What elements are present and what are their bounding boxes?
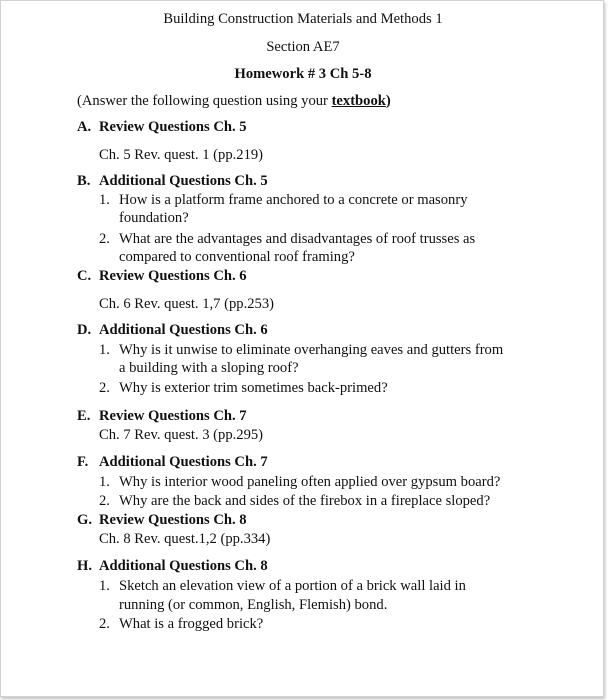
section-letter: A. [77, 119, 92, 135]
instruction-prefix: (Answer the following question using your [77, 93, 332, 109]
list-item [99, 230, 475, 248]
list-item [99, 492, 490, 510]
section-letter: C. [77, 268, 92, 284]
section-heading [77, 407, 247, 425]
section-letter: B. [77, 173, 91, 189]
instruction-emphasis: textbook [331, 93, 386, 109]
section-title: Review Questions Ch. 7 [99, 408, 247, 424]
section-letter: H. [77, 558, 92, 574]
section-title: Additional Questions Ch. 6 [99, 322, 268, 338]
section-heading [77, 557, 268, 575]
course-title: Building Construction Materials and Methods 1 [163, 11, 443, 27]
section-heading [77, 511, 247, 529]
item-text: Why are the back and sides of the firebox in a fireplace sloped? [119, 493, 491, 509]
section-text: Ch. 6 Rev. quest. 1,7 (pp.253) [99, 296, 274, 312]
section-letter: E. [77, 408, 91, 424]
item-number: 2. [99, 616, 110, 632]
item-number: 1. [99, 474, 110, 490]
instruction-suffix: ) [385, 93, 391, 109]
item-text: Sketch an elevation view of a portion of a brick wall laid in [119, 578, 466, 594]
section-text: Ch. 8 Rev. quest.1,2 (pp.334) [99, 531, 271, 547]
item-text: What are the advantages and disadvantages of roof trusses as [119, 231, 476, 247]
list-item [99, 615, 263, 633]
section-text: Ch. 7 Rev. quest. 3 (pp.295) [99, 427, 264, 443]
section-letter: D. [77, 322, 92, 338]
section-title: Additional Questions Ch. 5 [99, 173, 268, 189]
section-text: Ch. 5 Rev. quest. 1 (pp.219) [99, 147, 264, 163]
list-item [99, 191, 468, 209]
item-text-continuation: a building with a sloping roof? [119, 360, 299, 376]
item-text-continuation: running (or common, English, Flemish) bond. [119, 597, 388, 613]
section-heading [77, 172, 268, 190]
section-letter: G. [77, 512, 92, 528]
section-heading [77, 267, 247, 285]
list-item [99, 473, 500, 491]
section-title: Review Questions Ch. 6 [99, 268, 247, 284]
section-heading [77, 321, 268, 339]
list-item [99, 379, 388, 397]
item-text-continuation: foundation? [119, 210, 189, 226]
homework-title: Homework # 3 Ch 5-8 [234, 66, 372, 82]
list-item [99, 577, 466, 595]
item-text: Why is interior wood paneling often applied over gypsum board? [119, 474, 501, 490]
section-heading [77, 453, 268, 471]
item-text: Why is it unwise to eliminate overhanging eaves and gutters from [119, 342, 504, 358]
item-number: 1. [99, 578, 110, 594]
item-number: 2. [99, 493, 110, 509]
item-number: 2. [99, 380, 110, 396]
item-number: 2. [99, 231, 110, 247]
section-title: Review Questions Ch. 8 [99, 512, 247, 528]
section-label: Section AE7 [266, 39, 340, 55]
item-number: 1. [99, 192, 110, 208]
section-title: Review Questions Ch. 5 [99, 119, 247, 135]
item-text-continuation: compared to conventional roof framing? [119, 249, 355, 265]
list-item [99, 341, 503, 359]
section-heading [77, 118, 247, 136]
item-number: 1. [99, 342, 110, 358]
instruction [77, 92, 391, 110]
item-text: What is a frogged brick? [119, 616, 264, 632]
section-title: Additional Questions Ch. 8 [99, 558, 268, 574]
section-title: Additional Questions Ch. 7 [99, 454, 268, 470]
section-letter: F. [77, 454, 89, 470]
item-text: Why is exterior trim sometimes back-primed? [119, 380, 388, 396]
item-text: How is a platform frame anchored to a concrete or masonry [119, 192, 468, 208]
